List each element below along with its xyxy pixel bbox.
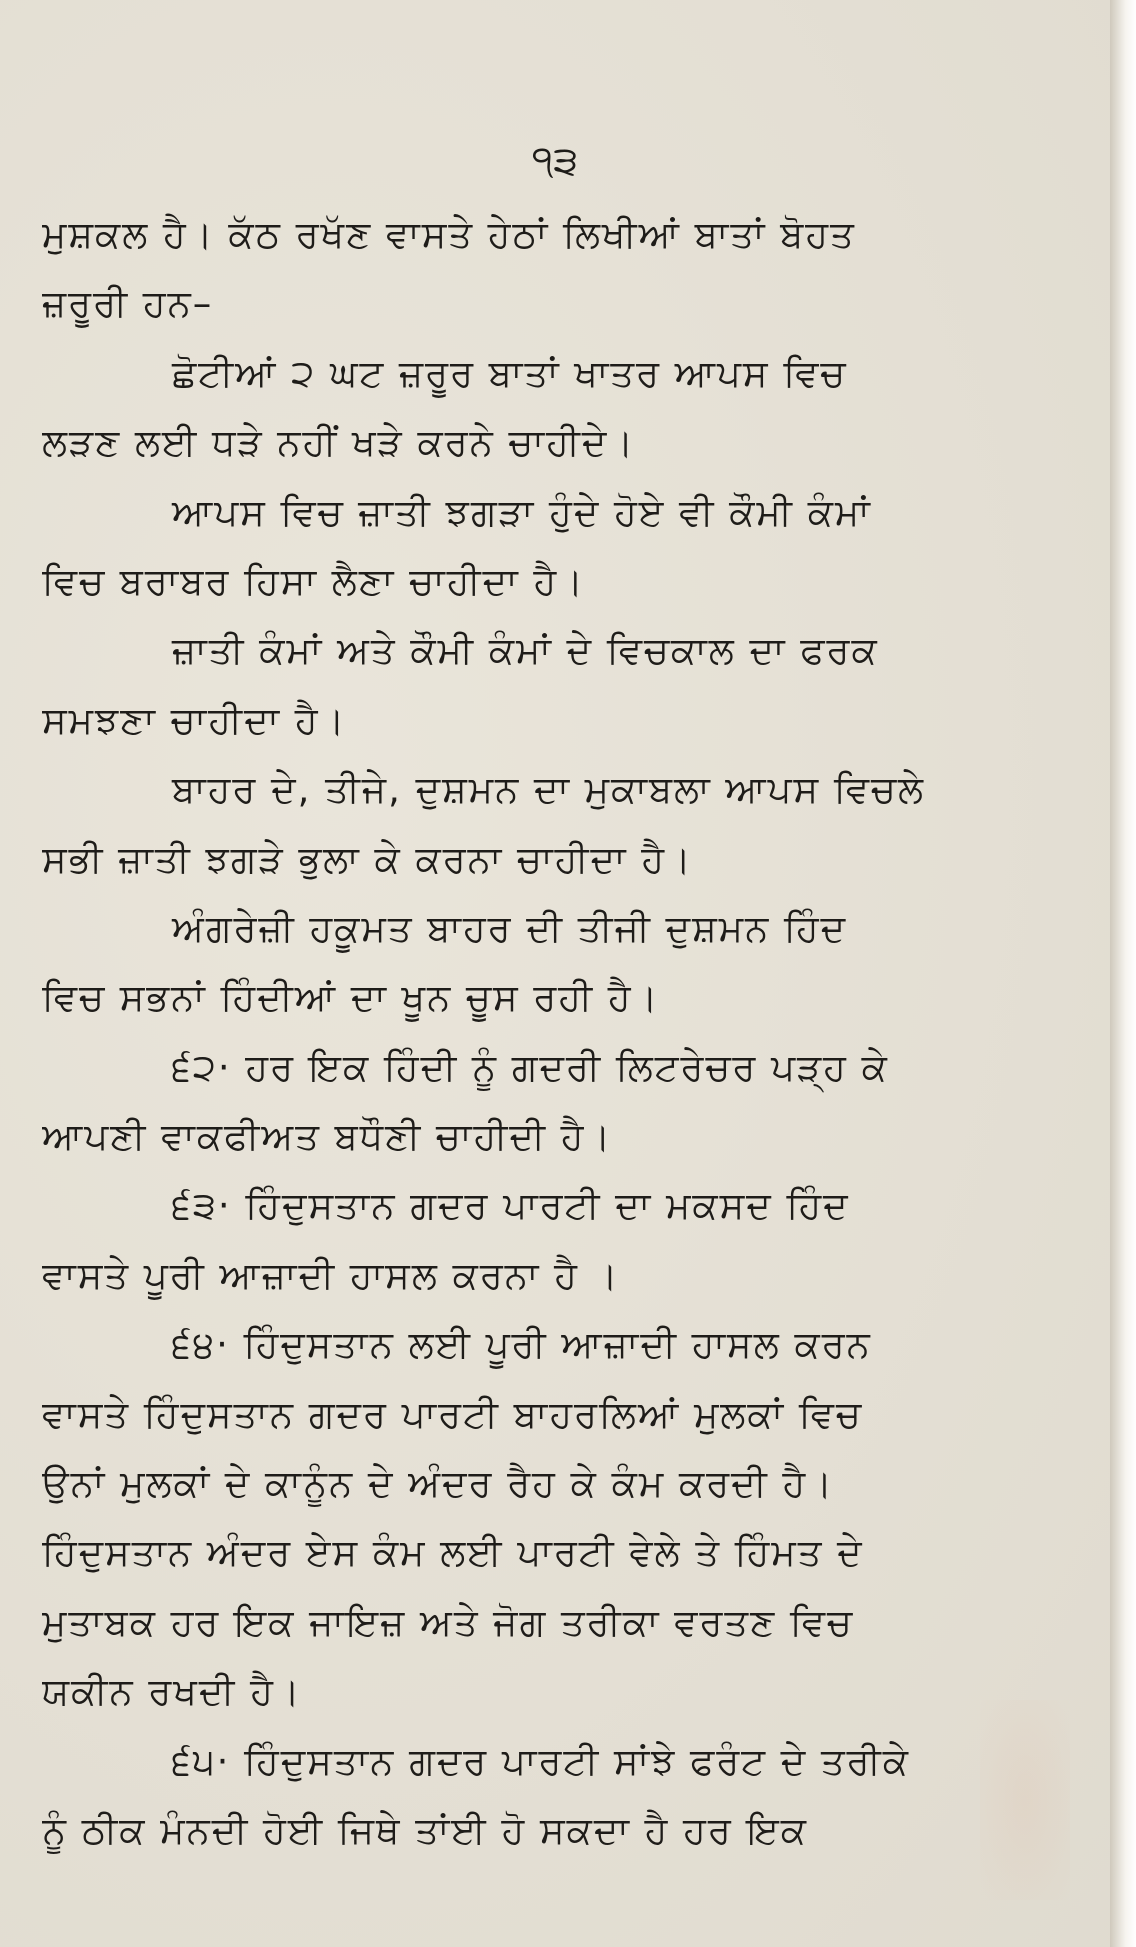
text-line: ਜ਼ਰੂਰੀ ਹਨ–: [42, 282, 214, 326]
text-line: ਵਾਸਤੇ ਹਿੰਦੁਸਤਾਨ ਗਦਰ ਪਾਰਟੀ ਬਾਹਰਲਿਆਂ ਮੁਲਕਾਂ ਵਿਚ: [42, 1392, 863, 1436]
text-line: ਵਿਚ ਬਰਾਬਰ ਹਿਸਾ ਲੈਣਾ ਚਾਹੀਦਾ ਹੈ।: [42, 559, 586, 603]
body-text: [42, 200, 1072, 1865]
text-line: ਮੁਸ਼ਕਲ ਹੈ। ਕੱਠ ਰਖੱਣ ਵਾਸਤੇ ਹੇਠਾਂ ਲਿਖੀਆਂ ਬਾਤਾਂ ਬੋਹਤ: [42, 213, 856, 256]
text-line: ਵਿਚ ਸਭਨਾਂ ਹਿੰਦੀਆਂ ਦਾ ਖੂਨ ਚੂਸ ਰਹੀ ਹੈ।: [42, 976, 660, 1020]
text-line: ਆਪਸ ਵਿਚ ਜ਼ਾਤੀ ਝਗੜਾ ਹੁੰਦੇ ਹੋਏ ਵੀ ਕੌਮੀ ਕੰਮਾਂ: [172, 490, 872, 534]
text-line: ੬੪· ਹਿੰਦੁਸਤਾਨ ਲਈ ਪੂਰੀ ਆਜ਼ਾਦੀ ਹਾਸਲ ਕਰਨ: [172, 1323, 872, 1367]
text-line: ਯਕੀਨ ਰਖਦੀ ਹੈ।: [42, 1670, 302, 1714]
page-number: ੧੩: [531, 138, 579, 184]
text-line: ਨੂੰ ਠੀਕ ਮੰਨਦੀ ਹੋਈ ਜਿਥੇ ਤਾਂਈ ਹੋ ਸਕਦਾ ਹੈ ਹਰ ਇਕ: [42, 1808, 808, 1852]
text-line: ਆਪਣੀ ਵਾਕਫੀਅਤ ਬਧੌਣੀ ਚਾਹੀਦੀ ਹੈ।: [42, 1115, 613, 1159]
text-line: ਅੰਗਰੇਜ਼ੀ ਹਕੂਮਤ ਬਾਹਰ ਦੀ ਤੀਜੀ ਦੁਸ਼ਮਨ ਹਿੰਦ: [172, 906, 848, 950]
text-line: ਛੋਟੀਆਂ ੨ ਘਟ ਜ਼ਰੂਰ ਬਾਤਾਂ ਖਾਤਰ ਆਪਸ ਵਿਚ: [172, 351, 848, 395]
page-edge: [1110, 0, 1136, 1947]
text-line: ੬੨· ਹਰ ਇਕ ਹਿੰਦੀ ਨੂੰ ਗਦਰੀ ਲਿਟਰੇਚਰ ਪੜ੍ਹ ਕੇ: [172, 1045, 889, 1089]
text-line: ਹਿੰਦੁਸਤਾਨ ਅੰਦਰ ਏਸ ਕੰਮ ਲਈ ਪਾਰਟੀ ਵੇਲੇ ਤੇ ਹਿੰਮਤ ਦੇ: [42, 1531, 864, 1575]
text-line: ਲੜਣ ਲਈ ਧੜੇ ਨਹੀਂ ਖੜੇ ਕਰਨੇ ਚਾਹੀਦੇ।: [42, 421, 636, 465]
text-line: ਵਾਸਤੇ ਪੂਰੀ ਆਜ਼ਾਦੀ ਹਾਸਲ ਕਰਨਾ ਹੈ ।: [42, 1253, 620, 1297]
text-line: ਸਮਝਣਾ ਚਾਹੀਦਾ ਹੈ।: [42, 698, 347, 742]
text-line: ੬੫· ਹਿੰਦੁਸਤਾਨ ਗਦਰ ਪਾਰਟੀ ਸਾਂਝੇ ਫਰੰਟ ਦੇ ਤਰੀਕੇ: [172, 1739, 910, 1783]
text-line: ੬੩· ਹਿੰਦੁਸਤਾਨ ਗਦਰ ਪਾਰਟੀ ਦਾ ਮਕਸਦ ਹਿੰਦ: [172, 1184, 850, 1228]
text-line: ਜ਼ਾਤੀ ਕੰਮਾਂ ਅਤੇ ਕੌਮੀ ਕੰਮਾਂ ਦੇ ਵਿਚਕਾਲ ਦਾ ਫਰਕ: [172, 629, 879, 673]
text-line: ਉਨਾਂ ਮੁਲਕਾਂ ਦੇ ਕਾਨੂੰਨ ਦੇ ਅੰਦਰ ਰੈਹ ਕੇ ਕੰਮ ਕਰਦੀ ਹੈ।: [42, 1462, 835, 1506]
paper-stain: [980, 1700, 1070, 1900]
text-line: ਮੁਤਾਬਕ ਹਰ ਇਕ ਜਾਇਜ਼ ਅਤੇ ਜੋਗ ਤਰੀਕਾ ਵਰਤਣ ਵਿਚ: [42, 1600, 854, 1644]
text-line: ਸਭੀ ਜ਼ਾਤੀ ਝਗੜੇ ਭੁਲਾ ਕੇ ਕਰਨਾ ਚਾਹੀਦਾ ਹੈ।: [42, 837, 693, 881]
text-line: ਬਾਹਰ ਦੇ, ਤੀਜੇ, ਦੁਸ਼ਮਨ ਦਾ ਮੁਕਾਬਲਾ ਆਪਸ ਵਿਚਲੇ: [172, 768, 925, 812]
